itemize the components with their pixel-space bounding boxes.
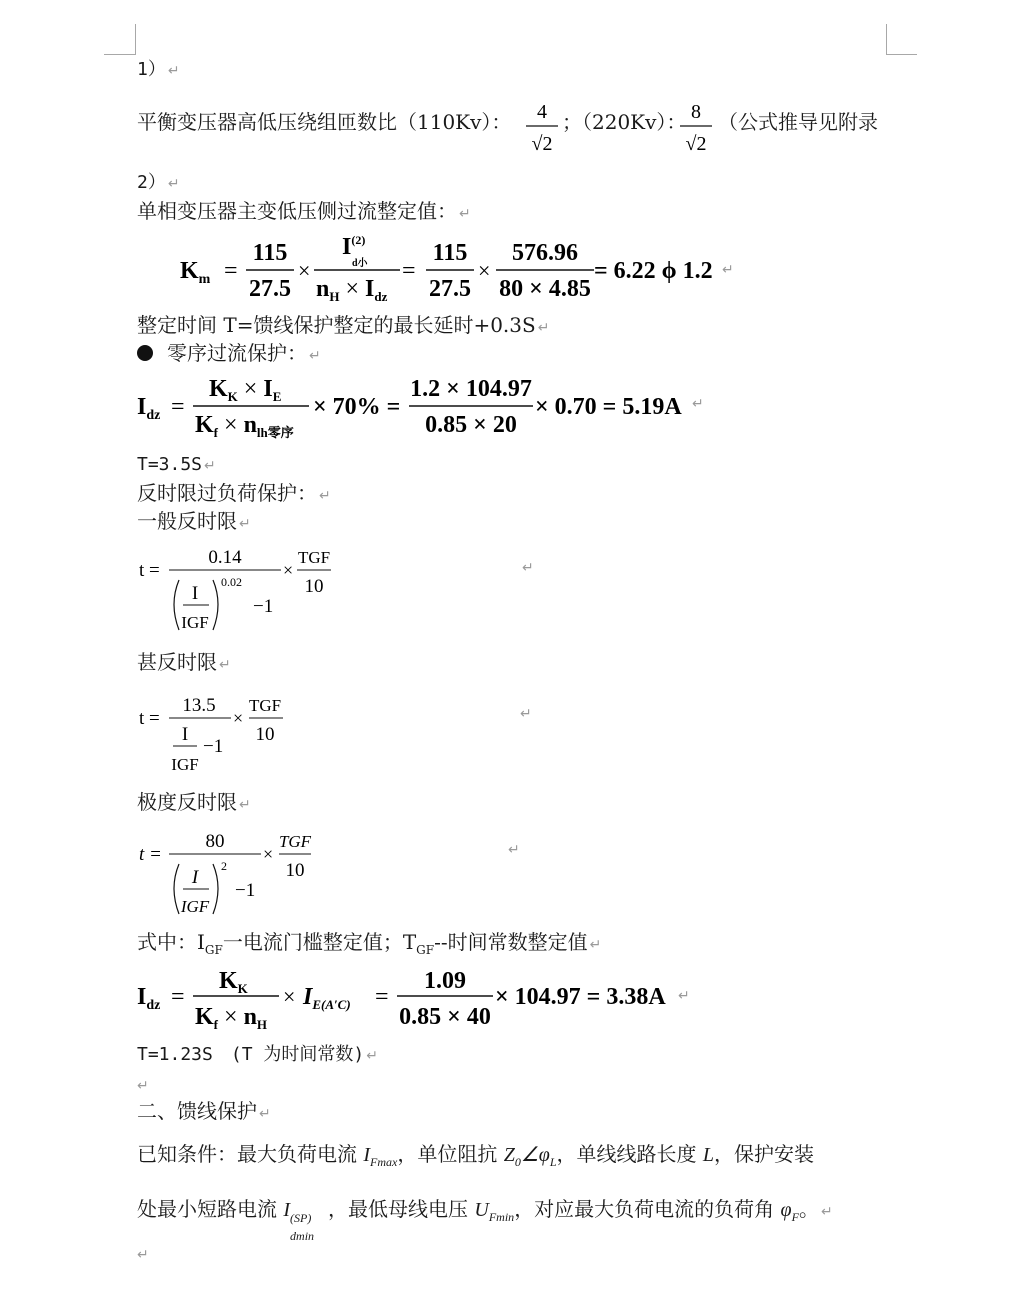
paragraph-mark: ↵: [319, 488, 331, 504]
list-label-2: [137, 171, 180, 196]
times-sign: ×: [283, 560, 294, 580]
ifmax-symbol: $I_{Fmax}$: [363, 1144, 398, 1169]
paragraph-mark: ↵: [239, 797, 251, 813]
overcurrent-heading: [137, 199, 471, 226]
very-inverse-heading: [137, 650, 231, 677]
paragraph-mark: ↵: [259, 1106, 271, 1122]
frac-num: 8: [691, 101, 701, 123]
feeder-heading-text: 二、馈线保护: [137, 1099, 257, 1123]
minus-one: −1: [203, 736, 224, 757]
paragraph-mark: ↵: [167, 63, 180, 79]
frac4-den: 80 × 4.85: [499, 276, 591, 302]
frac2-num-sub: d小: [352, 258, 368, 269]
exponent: 0.02: [221, 575, 242, 589]
paragraph-mark: ↵: [309, 348, 321, 364]
paragraph-mark: ↵: [692, 396, 704, 412]
zero-seq-formula: [137, 368, 707, 448]
paragraph-mark: ↵: [520, 706, 532, 722]
very-inverse-formula: [137, 690, 297, 774]
overload-heading-text: 反时限过负荷保护：: [137, 481, 317, 505]
left-paren: [174, 864, 179, 914]
t-lhs: t =: [139, 844, 162, 865]
legend-sub-2: GF: [416, 943, 435, 957]
ratio-num: I: [191, 867, 199, 888]
turns-ratio-text-b: ；（220Kv）：: [562, 110, 687, 134]
paragraph-mark: ↵: [239, 516, 251, 532]
ratio-den: IGF: [181, 613, 209, 632]
corner-mark-right: [886, 24, 917, 55]
equals-sign: =: [171, 984, 185, 1010]
frac-num: 4: [537, 101, 547, 123]
zs-num: $K_K \times I_E$: [209, 376, 282, 404]
frac-den: √2: [685, 133, 707, 155]
feeder-heading: [137, 1099, 271, 1126]
turns-ratio-line: [137, 110, 511, 134]
frac2-den: $n_H \times I_{dz}$: [316, 276, 388, 304]
normal-inverse-text: 一般反时限: [137, 509, 237, 533]
phif-symbol: $\varphi_F$: [780, 1199, 799, 1224]
frac1-num: 115: [252, 240, 288, 266]
ol-lhs: $I_{dz}$: [137, 984, 161, 1013]
minus-one: −1: [253, 596, 274, 617]
zero-seq-heading-text: 零序过流保护：: [167, 341, 307, 365]
known-conditions-line-1: [137, 1142, 814, 1174]
ol-frac2-num: 1.09: [424, 968, 466, 994]
paragraph-mark: ↵: [522, 560, 534, 576]
frac3-num: 115: [432, 240, 468, 266]
t-num: TGF: [278, 832, 312, 851]
exponent: 2: [221, 859, 227, 873]
zs-frac2-num: 1.2 × 104.97: [410, 376, 532, 402]
t-den: 10: [285, 860, 305, 881]
num: 80: [205, 831, 225, 852]
times-sign: ×: [233, 708, 244, 728]
zs-lhs: $I_{dz}$: [137, 394, 161, 423]
paragraph-mark: ↵: [589, 937, 602, 953]
right-paren: [213, 580, 218, 630]
paragraph-mark: ↵: [137, 1247, 149, 1263]
kc2-text-a: 处最小短路电流: [137, 1197, 277, 1221]
t-num: TGF: [297, 548, 331, 567]
zs-frac2-den: 0.85 × 20: [425, 412, 517, 438]
kc2-text-c: ，对应最大负荷电流的负荷角: [514, 1197, 775, 1221]
t-den: 10: [304, 576, 324, 597]
ol-den: $K_f \times n_H$: [195, 1004, 268, 1032]
ol-mid: $I_{E(A'C)}$: [303, 984, 351, 1012]
z0-symbol: $Z_0\angle\varphi_L$: [503, 1144, 557, 1169]
turns-ratio-line-c: [718, 110, 878, 134]
paragraph-mark: ↵: [204, 458, 216, 474]
kc-text-a: 已知条件：最大负荷电流: [137, 1142, 357, 1166]
left-paren: [174, 580, 179, 630]
paragraph-mark: ↵: [820, 1204, 833, 1220]
extreme-inverse-formula: [137, 826, 327, 922]
legend-text-c: --时间常数整定值: [434, 930, 588, 954]
overload-time: [137, 1043, 378, 1068]
equals-sign: =: [224, 258, 238, 284]
fraction-4-root2: [522, 98, 562, 158]
paragraph-mark: ↵: [537, 320, 550, 336]
list-label-1: [137, 58, 180, 83]
t-den: 10: [255, 724, 275, 745]
ratio-den: IGF: [171, 755, 199, 774]
num: 13.5: [182, 695, 216, 716]
frac2-num: $I^{(2)}$: [342, 233, 366, 260]
l-symbol: L: [702, 1144, 715, 1166]
legend-sub-1: GF: [204, 943, 223, 957]
setting-time-text: 整定时间 T=馈线保护整定的最长延时+0.3S: [137, 313, 536, 337]
normal-inverse-heading: [137, 509, 251, 536]
times-sign: ×: [263, 844, 274, 864]
equals-sign: =: [402, 258, 416, 284]
turns-ratio-text-a: 平衡变压器高低压绕组匝数比（110Kv）：: [137, 110, 512, 134]
times-sign: ×: [298, 258, 311, 283]
zero-seq-heading: [137, 341, 321, 368]
ol-frac2-den: 0.85 × 40: [399, 1004, 491, 1030]
t-lhs: t =: [139, 560, 160, 581]
zs-mult: × 70% =: [313, 394, 401, 420]
fraction-8-root2: [676, 98, 716, 158]
t-num: TGF: [248, 696, 282, 715]
overcurrent-heading-text: 单相变压器主变低压侧过流整定值：: [137, 199, 457, 223]
km-formula: [180, 228, 740, 308]
paragraph-mark: ↵: [722, 262, 734, 278]
overload-heading: [137, 481, 331, 508]
setting-time-line: [137, 313, 549, 340]
frac-den: √2: [531, 133, 553, 155]
empty-paragraph: [137, 1071, 149, 1098]
ufmin-symbol: $U_{Fmin}$: [474, 1199, 515, 1224]
kc2-text-b: ，最低母线电压: [328, 1197, 469, 1221]
times-sign: ×: [283, 984, 296, 1009]
kc2-text-d: 。: [798, 1197, 819, 1221]
t-lhs: t =: [139, 708, 160, 729]
extreme-inverse-heading: [137, 790, 251, 817]
very-inverse-text: 甚反时限: [137, 650, 217, 674]
zs-den: $K_f \times n_{lh零序}$: [195, 412, 294, 440]
overload-formula: [137, 958, 697, 1038]
equals-sign: =: [171, 394, 185, 420]
paragraph-mark: ↵: [219, 657, 231, 673]
legend-text-a: 式中：I: [137, 930, 205, 954]
corner-mark-left: [104, 24, 136, 55]
bullet-icon: [137, 345, 153, 361]
num: 0.14: [208, 547, 242, 568]
km-lhs: $K_m$: [180, 258, 211, 287]
ratio-num: I: [181, 724, 189, 745]
times-sign: ×: [478, 258, 491, 283]
normal-inverse-formula: [137, 542, 347, 638]
overload-time-text: T=1.23S (T 为时间常数): [137, 1044, 365, 1065]
turns-ratio-text-c: （公式推导见附录: [718, 110, 878, 134]
legend-text-b: 一电流门槛整定值；T: [222, 930, 417, 954]
paragraph-mark: ↵: [678, 988, 690, 1004]
ratio-den: IGF: [180, 897, 210, 916]
paragraph-mark: ↵: [508, 842, 520, 858]
list-label-text: 1）: [137, 59, 166, 80]
kc-text-d: ，保护安装: [714, 1142, 815, 1166]
minus-one: −1: [235, 880, 256, 901]
list-label-text: 2）: [137, 172, 166, 193]
known-conditions-line-2: [137, 1197, 833, 1243]
zero-seq-time-text: T=3.5S: [137, 454, 203, 475]
zero-seq-time: [137, 453, 216, 478]
ol-num: $K_K$: [219, 968, 248, 996]
ratio-num: I: [191, 583, 199, 604]
idmin-symbol: I (SP) dmin: [283, 1199, 315, 1243]
extreme-inverse-text: 极度反时限: [137, 790, 237, 814]
frac3-den: 27.5: [429, 276, 471, 302]
right-paren: [213, 864, 218, 914]
paragraph-mark: ↵: [366, 1048, 378, 1064]
empty-paragraph: [137, 1240, 149, 1267]
frac1-den: 27.5: [249, 276, 291, 302]
equals-sign: =: [375, 984, 389, 1010]
kc-text-c: ，单线线路长度: [556, 1142, 697, 1166]
turns-ratio-line-b: [562, 110, 686, 134]
ol-result: × 104.97 = 3.38A: [495, 984, 666, 1010]
paragraph-mark: ↵: [137, 1078, 149, 1094]
paragraph-mark: ↵: [459, 206, 471, 222]
km-result: = 6.22 ϕ 1.2: [594, 258, 713, 284]
paragraph-mark: ↵: [167, 176, 180, 192]
zs-result: × 0.70 = 5.19A: [535, 394, 682, 420]
kc-text-b: ，单位阻抗: [397, 1142, 498, 1166]
frac4-num: 576.96: [512, 240, 578, 266]
